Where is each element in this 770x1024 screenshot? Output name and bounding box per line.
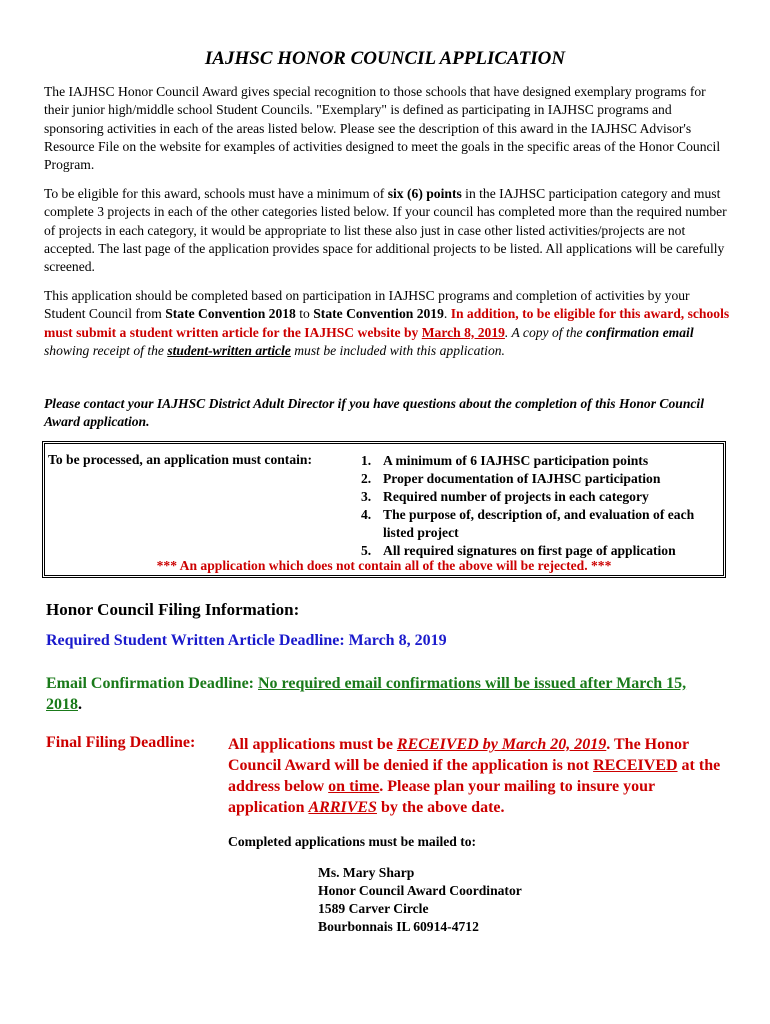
requirements-box	[42, 441, 726, 578]
eligibility-text: To be eligible for this award, schools must have a minimum of	[44, 186, 388, 201]
filing-heading: Honor Council Filing Information:	[46, 600, 300, 619]
student-article-term: student-written article	[167, 342, 291, 358]
copy-text-cont: showing receipt of the	[44, 342, 168, 358]
requirement-item: 1. A minimum of 6 IAJHSC participation points	[361, 453, 649, 468]
article-date: March 8, 2019	[421, 324, 505, 340]
requirements-list	[361, 452, 721, 560]
requirements-label: To be processed, an application must contain:	[48, 452, 312, 467]
eligibility-text-cont: in the IAJHSC participation category and must complete 3 projects in each of the other categories listed below. If your council has completed more than the required number of projects in each category, it would be appropriate to list these also just in case other listed activities/projects are not accepted. The last page of the application provides space for additional projects to be listed. All applications will be carefully screened.	[44, 186, 727, 275]
to-convention: State Convention 2019	[313, 306, 444, 322]
received-term: RECEIVED	[593, 757, 678, 774]
requirement-item: 3. Required number of projects in each category	[361, 489, 649, 504]
requirement-item: 5. All required signatures on first page of application	[361, 543, 676, 558]
rejection-warning: *** An application which does not contain all of the above will be rejected. ***	[156, 558, 612, 573]
final-deadline-label: Final Filing Deadline:	[46, 734, 196, 751]
article-deadline: Required Student Written Article Deadline: March 8, 2019	[46, 632, 447, 649]
requirement-item: 2. Proper documentation of IAJHSC participation	[361, 471, 661, 486]
points-requirement: six (6) points	[387, 186, 462, 201]
basis-text: This application should be completed based on participation in IAJHSC programs and completion of activities by your Student Council from	[44, 288, 690, 322]
received-date: RECEIVED by March 20, 2019	[396, 736, 607, 753]
email-deadline	[46, 673, 706, 715]
contact-note: Please contact your IAJHSC District Adult Director if you have questions about the completion of this Honor Council Award application.	[44, 396, 704, 430]
arrives-term: ARRIVES	[308, 799, 377, 816]
email-deadline-text: No required email confirmations will be issued after March 15, 2018	[46, 675, 687, 713]
on-time-term: on time	[328, 778, 380, 795]
eligibility-paragraph	[44, 185, 730, 276]
mailing-address	[318, 864, 522, 936]
requirement-item: 4. The purpose of, description of, and evaluation of each listed project	[361, 507, 695, 540]
email-deadline-label: Email Confirmation Deadline:	[46, 675, 258, 692]
basis-paragraph	[44, 287, 730, 360]
address-name: Ms. Mary Sharp	[318, 865, 415, 880]
basis-to: to	[295, 306, 314, 322]
address-title: Honor Council Award Coordinator	[318, 883, 522, 898]
address-street: 1589 Carver Circle	[318, 901, 429, 916]
intro-paragraph: The IAJHSC Honor Council Award gives special recognition to those schools that have designed exemplary programs for their junior high/middle school Student Councils. "Exemplary" is defined as participating in IAJHSC programs and sponsoring activities in each of the areas listed below. Please see the description of this award in the IAJHSC Advisor's Resource File on the website for examples of activities designed to meet the goals in the specific areas of the Honor Council Program.	[44, 84, 721, 173]
page-title: IAJHSC HONOR COUNCIL APPLICATION	[204, 48, 566, 69]
copy-text: . A copy of the	[504, 324, 586, 340]
basis-period: .	[443, 306, 451, 322]
from-convention: State Convention 2018	[165, 306, 296, 322]
email-deadline-end: .	[78, 696, 82, 713]
article-requirement: In addition, to be eligible for this award, schools must submit a student written article for the IAJHSC website by	[44, 306, 730, 340]
address-city: Bourbonnais IL 60914-4712	[318, 919, 479, 934]
mailing-label: Completed applications must be mailed to:	[228, 834, 477, 849]
confirmation-email-term: confirmation email	[585, 324, 694, 340]
copy-text-end: must be included with this application.	[290, 342, 505, 358]
final-deadline-text: All applications must be RECEIVED by March 20, 2019. The Honor Council Award will be denied if the application is not RECEIVED at the address below on time. Please plan your mailing to insure your application ARRIVES by the above date.	[228, 736, 721, 816]
